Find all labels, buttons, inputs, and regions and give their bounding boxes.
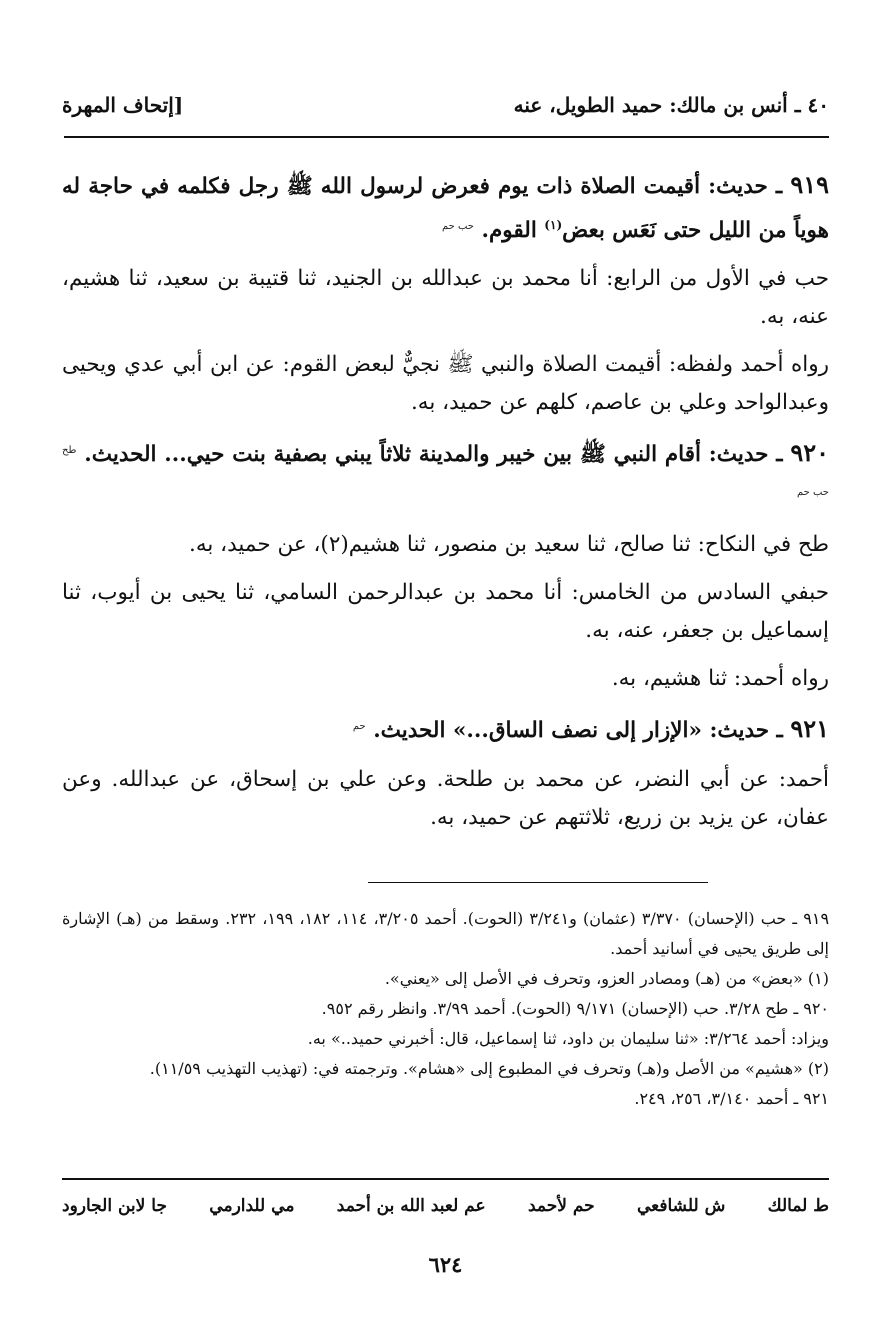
- footnote: (٢) «هشيم» من الأصل و(هـ) وتحرف في المطبوع إلى «هشام». وترجمته في: (تهذيب التهذيب ١١/٥٩).: [149, 1059, 829, 1078]
- entry-heading-text: ـ حديث: أقيمت الصلاة ذات يوم فعرض لرسول الله ﷺ رجل فكلمه في حاجة له هوياً من الليل حتى نَعَس بعض: [62, 174, 829, 244]
- entry-number: ٩١٩: [790, 170, 829, 199]
- legend-item: ط لمالك: [767, 1196, 829, 1216]
- footnote-separator: [368, 882, 708, 883]
- entry-921-heading: [62, 708, 829, 750]
- legend-item: مي للدارمي: [209, 1196, 295, 1216]
- entry-heading-text: ـ حديث: أقام النبي ﷺ بين خيبر والمدينة ثلاثاً يبني بصفية بنت حيي... الحديث.: [84, 442, 791, 468]
- entry-920-paragraph-2: حبفي السادس من الخامس: أنا محمد بن عبدالرحمن السامي، ثنا يحيى بن أيوب، ثنا إسماعيل بن جعفر، عنه، به.: [62, 580, 829, 644]
- entry-921-paragraph-1: أحمد: عن أبي النضر، عن محمد بن طلحة. وعن علي بن إسحاق، عن عبدالله. وعن عفان، عن يزيد بن زريع، ثلاثتهم عن حميد، به.: [62, 766, 829, 830]
- source-sigla: طح حب حم: [62, 445, 829, 499]
- footnote: ٩٢٠ ـ طح ٣/٢٨. حب (الإحسان) ٩/١٧١ (الحوت). أحمد ٣/٩٩. وانظر رقم ٩٥٢.: [321, 999, 829, 1018]
- entry-920-paragraph-1: طح في النكاح: ثنا صالح، ثنا سعيد بن منصور، ثنا هشيم(٢)، عن حميد، به.: [189, 532, 829, 558]
- footnotes: [62, 904, 829, 1114]
- legend-item: ش للشافعي: [637, 1196, 726, 1216]
- entry-919-paragraph-2: رواه أحمد ولفظه: أقيمت الصلاة والنبي ﷺ نجيٌّ لبعض القوم: عن ابن أبي عدي ويحيى وعبدالواحد وعلي بن عاصم، كلهم عن حميد، به.: [62, 352, 829, 416]
- source-sigla: حم: [352, 721, 366, 733]
- page-number: ٦٢٤: [428, 1252, 463, 1277]
- source-sigla: حب حم: [441, 221, 474, 232]
- entry-919-paragraph-1: حب في الأول من الرابع: أنا محمد بن عبدالله بن الجنيد، ثنا قتيبة بن سعيد، ثنا هشيم، عنه، به.: [62, 266, 829, 330]
- main-text: [62, 166, 829, 847]
- entry-919-heading: [62, 166, 829, 250]
- abbreviation-legend: [62, 1196, 829, 1216]
- entry-number: ٩٢٠: [790, 438, 829, 468]
- header-rule: [64, 136, 829, 138]
- footnote: (١) «بعض» من (هـ) ومصادر العزو، وتحرف في الأصل إلى «يعني».: [384, 969, 829, 988]
- footnote: ٩٢١ ـ أحمد ٣/١٤٠، ٢٥٦، ٢٤٩.: [634, 1089, 829, 1108]
- legend-item: جا لابن الجارود: [62, 1196, 167, 1216]
- entry-920-paragraph-3: رواه أحمد: ثنا هشيم، به.: [611, 666, 829, 692]
- running-header: [62, 88, 829, 122]
- footnote: ٩١٩ ـ حب (الإحسان) ٣/٣٧٠ (عثمان) و٣/٢٤١ (الحوت). أحمد ٣/٢٠٥، ١١٤، ١٨٢، ١٩٩، ٢٣٢. وسقط من (هـ) الإشارة إلى طريق يحيى في أسانيد أحمد.: [62, 909, 830, 958]
- legend-rule: [62, 1178, 829, 1180]
- header-chapter-title: ٤٠ ـ أنس بن مالك: حميد الطويل، عنه: [513, 93, 829, 117]
- entry-heading-end: القوم.: [481, 218, 545, 244]
- footnote: ويزاد: أحمد ٣/٢٦٤: «ثنا سليمان بن داود، ثنا إسماعيل، قال: أخبرني حميد..» به.: [307, 1029, 829, 1048]
- entry-number: ٩٢١: [790, 714, 829, 744]
- legend-item: حم لأحمد: [527, 1196, 595, 1216]
- entry-920-heading: [62, 432, 829, 516]
- legend-item: عم لعبد الله بن أحمد: [336, 1196, 486, 1216]
- footnote-ref: (١): [544, 218, 563, 232]
- entry-heading-text: ـ حديث: «الإزار إلى نصف الساق...» الحديث.: [373, 718, 791, 744]
- header-book-title: [إتحاف المهرة: [62, 93, 184, 117]
